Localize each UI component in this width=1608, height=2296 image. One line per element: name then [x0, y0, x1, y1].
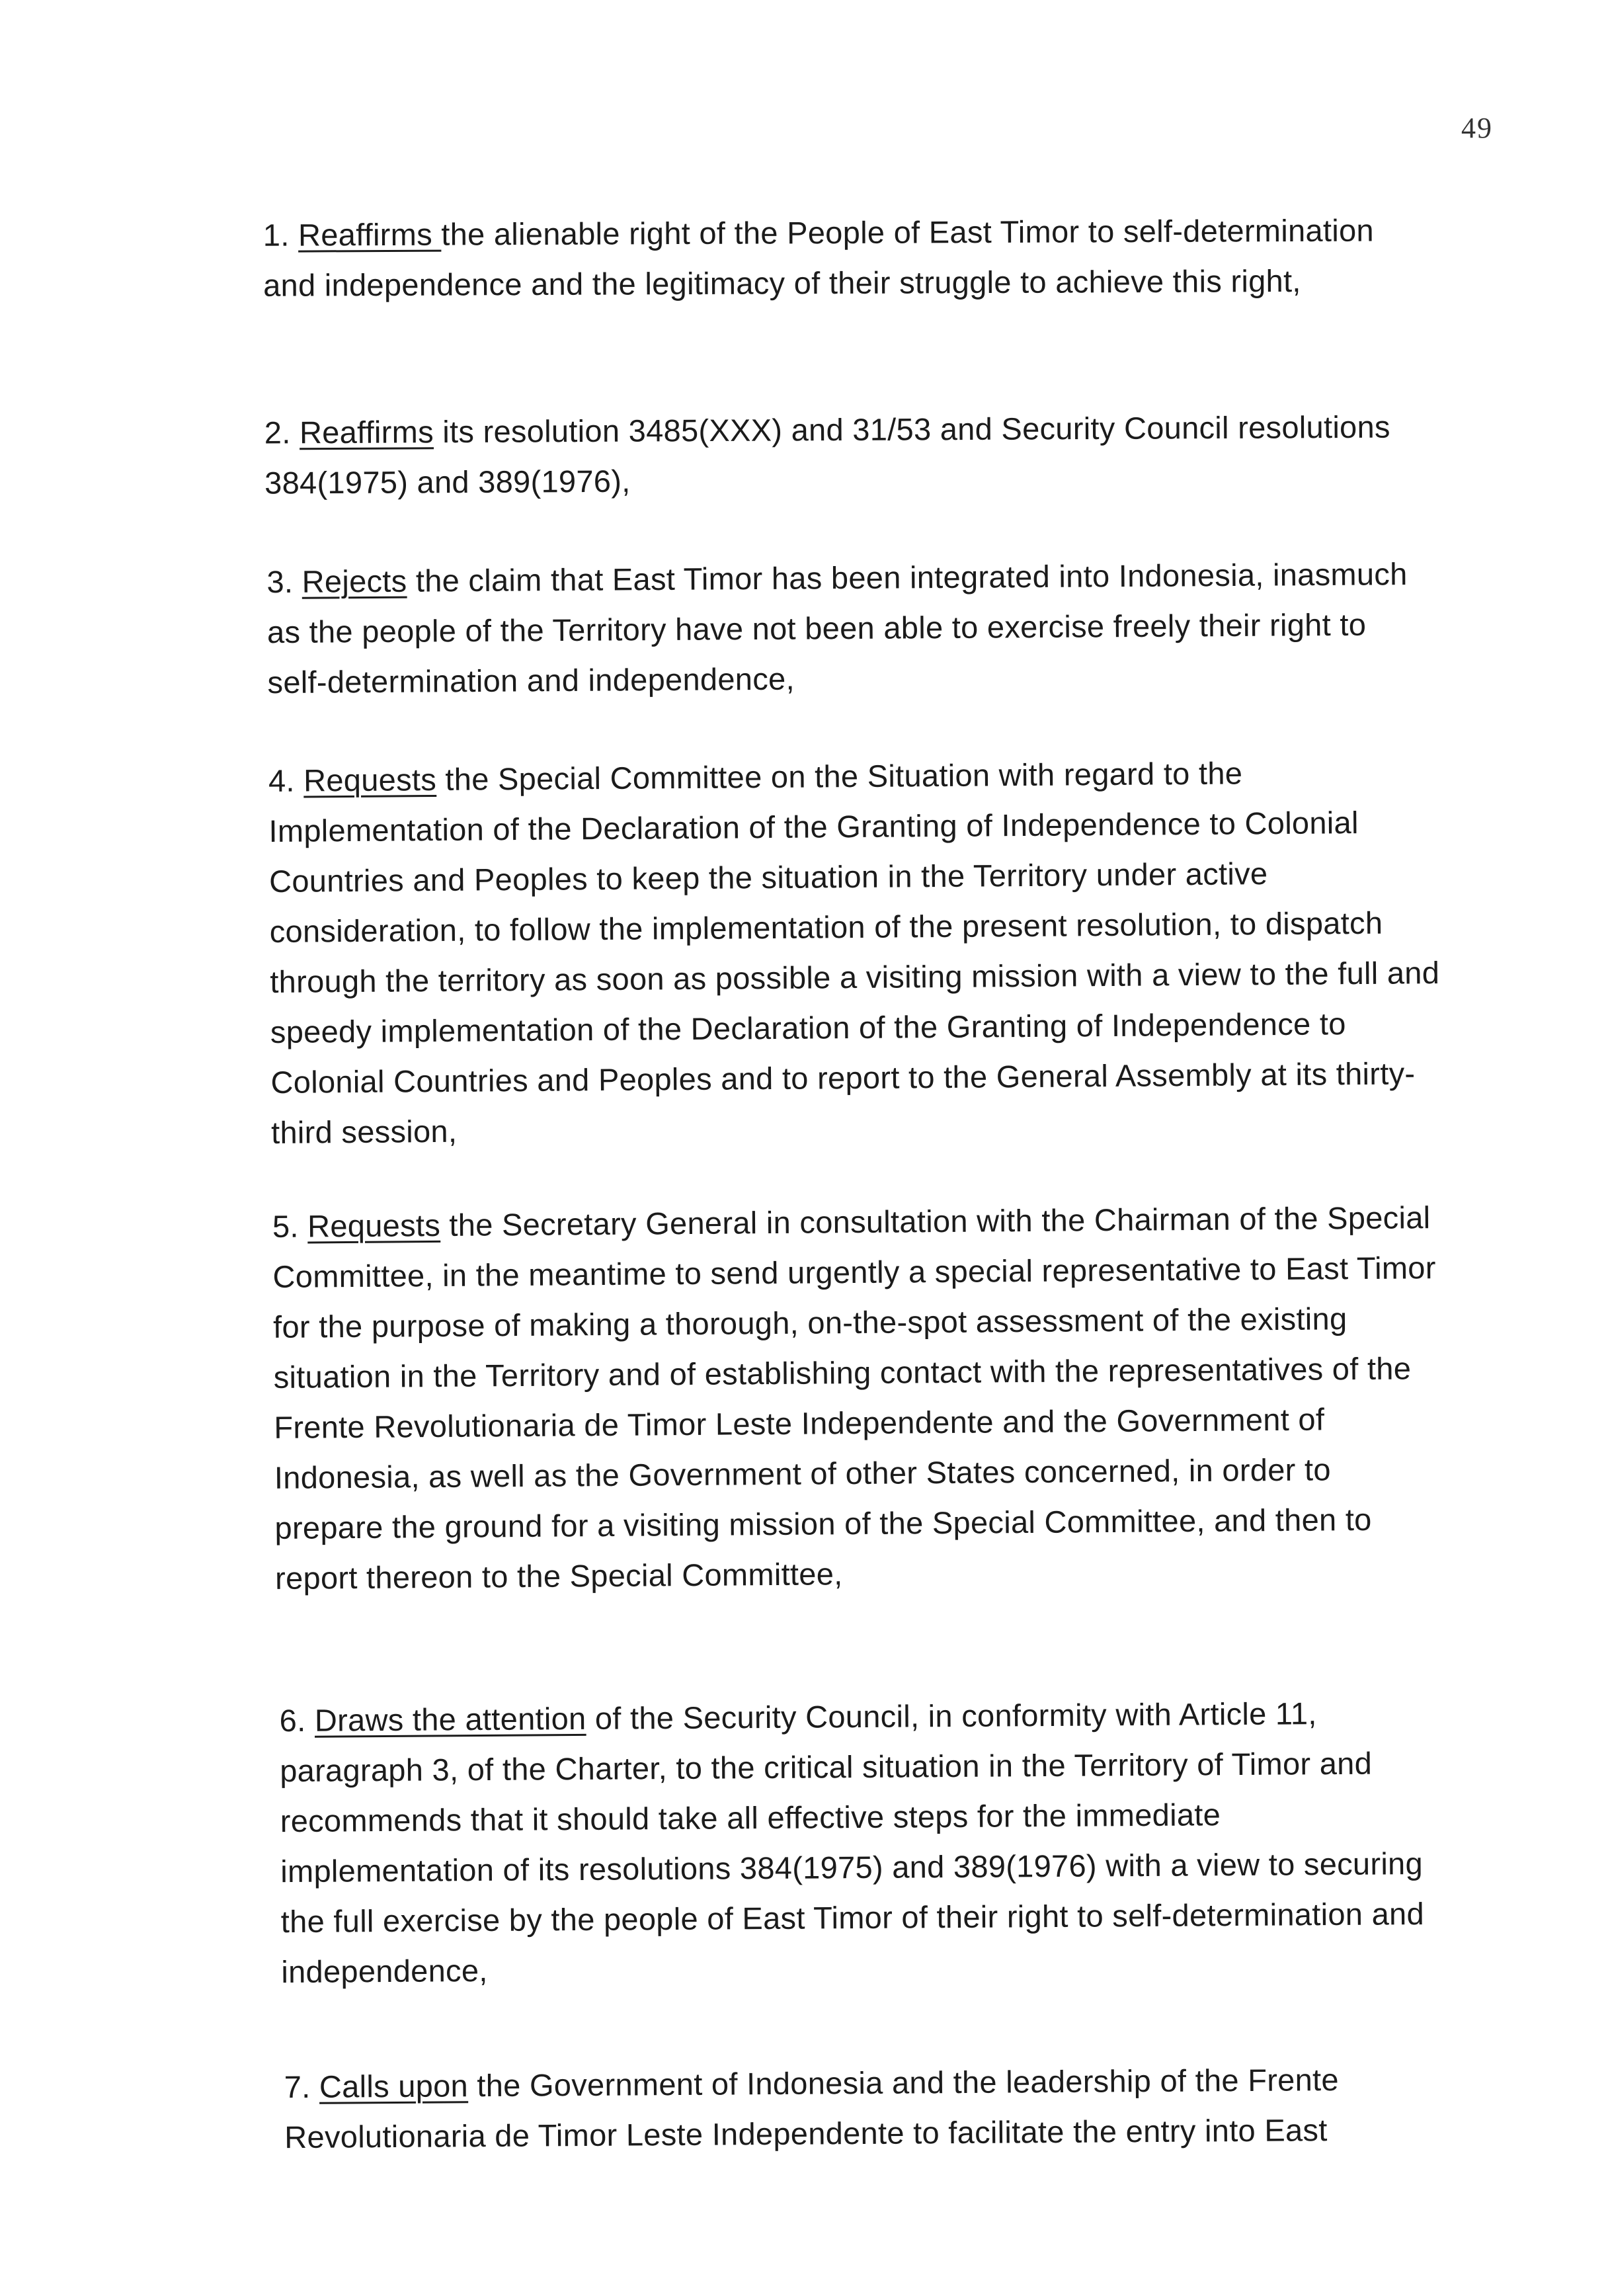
resolution-paragraph-2 — [264, 401, 1416, 508]
resolution-paragraph-4 — [268, 747, 1442, 1158]
operative-verb: Reaffirms — [298, 216, 442, 253]
operative-verb: Requests — [307, 1207, 441, 1244]
paragraph-number: 1. — [262, 217, 290, 253]
paragraph-text: its resolution 3485(XXX) and 31/53 and Security Council resolutions 384(1975) and 389(1976), — [264, 409, 1390, 501]
resolution-paragraph-6 — [279, 1688, 1438, 1997]
paragraph-text: the Government of Indonesia and the leadership of the Frente Revolutionaria de Timor Leste Independente to facilitate the entry into East — [284, 2062, 1340, 2155]
paragraph-number: 5. — [272, 1208, 299, 1244]
paragraph-text: the claim that East Timor has been integrated into Indonesia, inasmuch as the people of the Territory have not been able to exercise freely their right to self-determination and independence, — [266, 556, 1408, 700]
operative-verb: Calls upon — [319, 2068, 469, 2104]
paragraph-text: the Secretary General in consultation with the Chairman of the Special Committee, in the meantime to send urgently a special representative to East Timor for the purpose of making a thorough, on-the-spot assessment of the existing situation in the Territory and of establishing contact with the representatives of the Frente Revolutionaria de Timor Leste Independente and the Government of Indonesia, as well as the Government of other States concerned, in order to prepare the ground for a visiting mission of the Special Committee, and then to report thereon to the Special Committee, — [272, 1200, 1436, 1596]
operative-verb: Rejects — [302, 563, 407, 599]
resolution-paragraph-3 — [266, 549, 1431, 708]
paragraph-number: 2. — [264, 415, 291, 450]
paragraph-number: 7. — [284, 2069, 311, 2105]
operative-verb: Draws the attention — [314, 1700, 586, 1738]
paragraph-text: the Special Committee on the Situation with regard to the Implementation of the Declaration of the Granting of Independence to Colonial Countries and Peoples to keep the situation in the Territory under active consideration, to follow the implementation of the present resolution, to dispatch through the territory as soon as possible a visiting mission with a view to the full and speedy implementation of the Declaration of the Granting of Independence to Colonial Countries and Peoples and to report to the General Assembly at its thirty-third session, — [268, 755, 1440, 1150]
paragraph-number: 4. — [268, 762, 295, 798]
paragraph-text: the alienable right of the People of East Timor to self-determination and independence and the legitimacy of their struggle to achieve this right, — [263, 212, 1375, 303]
operative-verb: Requests — [303, 761, 437, 798]
page-number: 49 — [1461, 112, 1493, 144]
resolution-paragraph-1 — [263, 205, 1414, 311]
operative-verb: Reaffirms — [299, 414, 434, 450]
paragraph-number: 3. — [266, 563, 294, 600]
resolution-paragraph-7 — [284, 2054, 1448, 2162]
resolution-paragraph-5 — [272, 1192, 1439, 1604]
paragraph-number: 6. — [279, 1702, 306, 1739]
paragraph-text: of the Security Council, in conformity with Article 11, paragraph 3, of the Charter, to the critical situation in the Territory of Timor and recommends that it should take all effective steps for the immediate implementation of its resolutions 384(1975) and 389(1976) with a view to securing the full exercise by the people of East Timor of their right to self-determination and independence, — [280, 1696, 1425, 1990]
